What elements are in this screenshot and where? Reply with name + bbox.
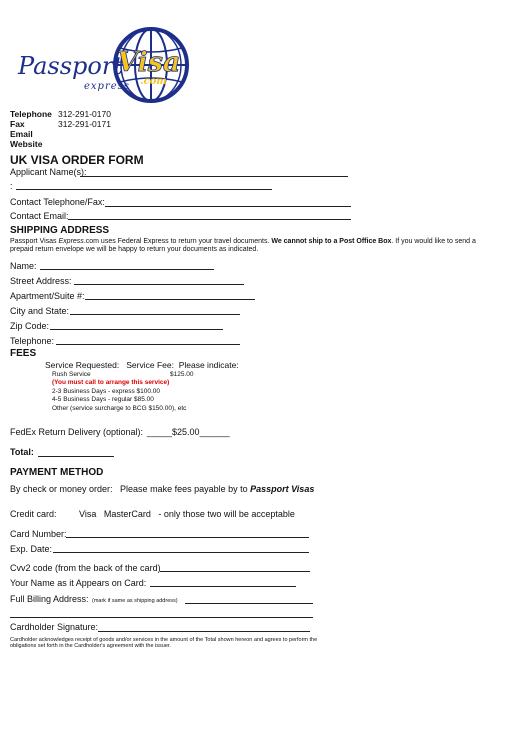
ship-apt-field[interactable] bbox=[85, 299, 255, 300]
fedex-label: FedEx Return Delivery (optional): bbox=[10, 427, 144, 437]
disclaimer-line1: Cardholder acknowledges receipt of goods and/or services in the amount of the Total shown hereon and agrees to perform the bbox=[10, 637, 318, 643]
rush-service-note: (You must call to arrange this service) bbox=[52, 379, 170, 386]
credit-card-options[interactable]: Visa MasterCard - only those two will be acceptable bbox=[79, 509, 295, 519]
cvv-label: Cvv2 code (from the back of the card) bbox=[10, 563, 161, 573]
rush-service-fee: $125.00 bbox=[170, 371, 194, 378]
ship-name-label: Name: bbox=[10, 261, 37, 271]
contact-phone-field[interactable] bbox=[105, 206, 351, 207]
billing-address-field-2[interactable] bbox=[10, 617, 313, 618]
ship-street-field[interactable] bbox=[74, 284, 244, 285]
ship-city-label: City and State: bbox=[10, 306, 70, 316]
cvv-field[interactable] bbox=[160, 571, 310, 572]
ship-zip-label: Zip Code: bbox=[10, 321, 50, 331]
ship-street-label: Street Address: bbox=[10, 276, 72, 286]
card-number-field[interactable] bbox=[66, 537, 309, 538]
ship-telephone-label: Telephone: bbox=[10, 336, 55, 346]
fees-column-header: Service Requested: Service Fee: Please indicate: bbox=[45, 360, 239, 370]
total-label: Total: bbox=[10, 447, 34, 457]
name-on-card-label: Your Name as it Appears on Card: bbox=[10, 578, 147, 588]
fedex-value[interactable]: _____$25.00______ bbox=[147, 427, 230, 437]
billing-address-note: (mark if same as shipping address) bbox=[92, 598, 178, 604]
telephone-label: Telephone bbox=[10, 109, 52, 119]
signature-label: Cardholder Signature: bbox=[10, 622, 99, 632]
contact-phone-label: Contact Telephone/Fax: bbox=[10, 197, 105, 207]
logo-brand-visa: Visa bbox=[117, 47, 181, 78]
rush-service-label: Rush Service bbox=[52, 371, 91, 378]
form-title: UK VISA ORDER FORM bbox=[10, 153, 144, 167]
disclaimer-line2: obligations set forth in the Cardholder's agreement with the issuer. bbox=[10, 643, 171, 649]
billing-address-label: Full Billing Address: bbox=[10, 594, 89, 604]
applicant-names-field[interactable] bbox=[80, 176, 348, 177]
fax-value: 312-291-0171 bbox=[58, 119, 111, 129]
ship-name-field[interactable] bbox=[40, 269, 214, 270]
applicant-extra-field[interactable] bbox=[16, 189, 272, 190]
contact-email-field[interactable] bbox=[68, 219, 351, 220]
regular-service-option[interactable]: 4-5 Business Days - regular $85.00 bbox=[52, 396, 154, 403]
payment-heading: PAYMENT METHOD bbox=[10, 467, 104, 478]
ship-telephone-field[interactable] bbox=[56, 344, 240, 345]
shipping-heading: SHIPPING ADDRESS bbox=[10, 225, 110, 236]
exp-date-label: Exp. Date: bbox=[10, 544, 53, 554]
signature-field[interactable] bbox=[98, 631, 310, 632]
credit-card-label: Credit card: bbox=[10, 509, 57, 519]
logo-domain: .com bbox=[140, 76, 167, 87]
billing-address-field[interactable] bbox=[185, 603, 313, 604]
contact-email-label: Contact Email: bbox=[10, 211, 69, 221]
website-label: Website bbox=[10, 139, 43, 149]
ship-apt-label: Apartment/Suite #: bbox=[10, 291, 85, 301]
applicant-names-label: Applicant Name(s): bbox=[10, 167, 87, 177]
total-field[interactable] bbox=[38, 456, 114, 457]
logo-brand: Passport bbox=[18, 52, 123, 80]
fees-heading: FEES bbox=[10, 348, 37, 359]
ship-zip-field[interactable] bbox=[50, 329, 223, 330]
check-payment-text: By check or money order: Please make fees payable by to Passport Visas bbox=[10, 484, 315, 494]
email-label: Email bbox=[10, 129, 33, 139]
telephone-value: 312-291-0170 bbox=[58, 109, 111, 119]
logo-sub: express bbox=[84, 81, 130, 92]
applicant-colon-label: : bbox=[10, 181, 13, 191]
ship-city-field[interactable] bbox=[70, 314, 240, 315]
fax-label: Fax bbox=[10, 119, 25, 129]
exp-date-field[interactable] bbox=[53, 552, 309, 553]
other-service-option[interactable]: Other (service surcharge to BCG $150.00), etc bbox=[52, 405, 187, 412]
shipping-note-line1: Passport Visas Express.com uses Federal Express to return your travel documents. We cannot ship to a Post Office Box. If you would like to send a bbox=[10, 238, 476, 245]
express-service-option[interactable]: 2-3 Business Days - express $100.00 bbox=[52, 388, 161, 395]
shipping-note-line2: prepaid return envelope we will be happy to return your documents as indicated. bbox=[10, 246, 259, 253]
card-number-label: Card Number: bbox=[10, 529, 67, 539]
name-on-card-field[interactable] bbox=[150, 586, 296, 587]
